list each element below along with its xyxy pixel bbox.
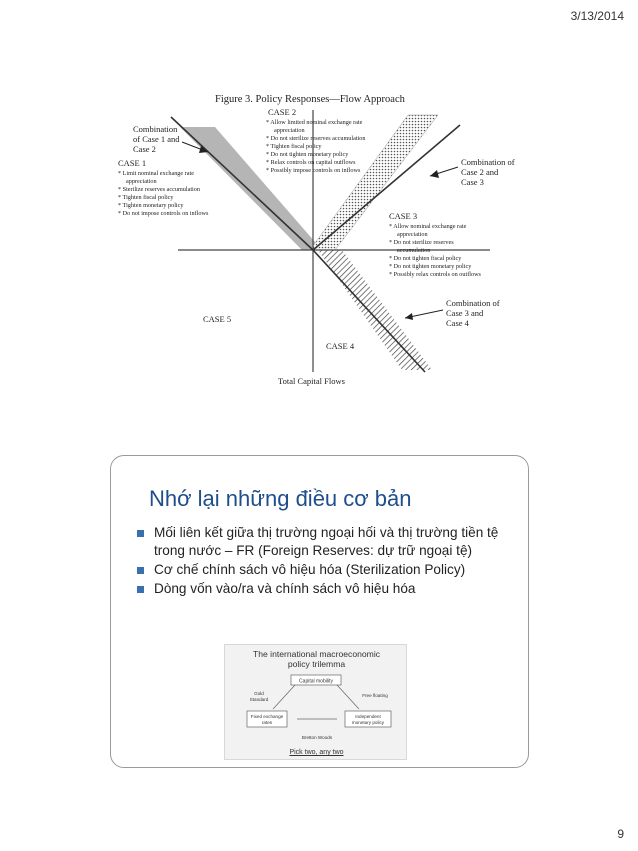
axis-label: Total Capital Flows — [278, 376, 345, 386]
combo34-line: Case 4 — [446, 318, 469, 328]
case1-item: * Tighten monetary policy — [118, 202, 184, 209]
policy-response-figure — [0, 0, 638, 400]
case1-item: * Tighten fiscal policy — [118, 194, 174, 201]
case3-label: CASE 3 — [389, 211, 418, 221]
combo12-line: of Case 1 and — [133, 134, 180, 144]
case5-label: CASE 5 — [203, 314, 232, 324]
case1-item: appreciation — [126, 178, 157, 185]
combo12-line: Case 2 — [133, 144, 156, 154]
combo34-line: Combination of — [446, 298, 500, 308]
slide-panel — [110, 455, 529, 768]
case3-item: accumulation — [397, 247, 431, 254]
bullet-item — [137, 580, 517, 598]
case3-item: * Allow nominal exchange rate — [389, 223, 467, 230]
case2-item: * Possibly impose controls on inflows — [266, 167, 361, 174]
case4-label: CASE 4 — [326, 341, 355, 351]
case3-item: * Possibly relax controls on outflows — [389, 271, 481, 278]
combo-1-2-label — [133, 124, 180, 154]
arrowhead-combo34 — [405, 313, 413, 320]
trilemma-title-line: policy trilemma — [287, 659, 346, 669]
case2-item: * Relax controls on capital outflows — [266, 159, 356, 166]
combo-2-3-label — [461, 157, 515, 187]
trilemma-diagram — [224, 644, 407, 760]
bullet-text: Cơ chế chính sách vô hiệu hóa (Sterilization Policy) — [154, 562, 466, 577]
edge-right — [337, 685, 359, 709]
bullet-item — [137, 561, 517, 579]
case3-item: appreciation — [397, 231, 428, 238]
case3-line — [313, 125, 460, 250]
figure-title: Figure 3. Policy Responses—Flow Approach — [215, 94, 405, 105]
bullet-list — [137, 524, 517, 599]
bullet-text: Dòng vốn vào/ra và chính sách vô hiệu hóa — [154, 581, 416, 596]
combo23-line: Combination of — [461, 157, 515, 167]
gold-standard-label: Standard — [249, 697, 269, 702]
slide-title: Nhớ lại những điều cơ bản — [149, 486, 412, 511]
trilemma-drawing — [225, 645, 408, 761]
independent-policy-label: monetary policy — [351, 720, 385, 725]
bullet-icon — [137, 530, 144, 537]
case2-item: * Do not tighten monetary policy — [266, 151, 349, 158]
bretton-woods-label: Bretton Woods — [301, 735, 333, 740]
case1-item: * Sterilize reserves accumulation — [118, 186, 200, 193]
figure-drawing — [0, 0, 638, 400]
case3-item: * Do not sterilize reserves — [389, 239, 454, 246]
combo23-line: Case 2 and — [461, 167, 499, 177]
case3-item: * Do not tighten fiscal policy — [389, 255, 462, 262]
gold-standard-label: Gold — [254, 691, 264, 696]
case2-item: * Do not sterilize reserves accumulation — [266, 135, 366, 142]
free-floating-label: Free floating — [362, 693, 388, 698]
combo34-line: Case 3 and — [446, 308, 484, 318]
bullet-icon — [137, 586, 144, 593]
independent-policy-label: Independent — [355, 714, 381, 719]
fixed-rates-label: rates — [261, 720, 273, 725]
case2-label: CASE 2 — [268, 107, 297, 117]
case1-label: CASE 1 — [118, 158, 147, 168]
case1-item: * Limit nominal exchange rate — [118, 170, 194, 177]
case2-list — [266, 119, 365, 174]
slide-date: 3/13/2014 — [570, 9, 624, 23]
capital-mobility-label: Capital mobility — [299, 678, 333, 685]
trilemma-footer: Pick two, any two — [289, 749, 344, 756]
combo12-line: Combination — [133, 124, 178, 134]
case2-item: * Tighten fiscal policy — [266, 143, 322, 150]
case2-item: appreciation — [274, 127, 305, 134]
case2-item: * Allow limited nominal exchange rate — [266, 119, 363, 126]
combo23-line: Case 3 — [461, 177, 484, 187]
fixed-rates-label: Fixed exchange — [250, 714, 284, 719]
bullet-item — [137, 524, 517, 560]
page-number: 9 — [617, 827, 624, 841]
case1-item: * Do not impose controls on inflows — [118, 210, 209, 217]
arrowhead-combo23 — [430, 170, 439, 178]
combo-3-4-label — [446, 298, 500, 328]
edge-left — [273, 685, 295, 709]
case1-list — [118, 170, 209, 217]
bullet-icon — [137, 567, 144, 574]
case3-item: * Do not tighten monetary policy — [389, 263, 472, 270]
bullet-text: Mối liên kết giữa thị trường ngoại hối và thị trường tiền tệ trong nước – FR (Foreign Reserves: dự trữ ngoại tệ) — [154, 525, 499, 558]
trilemma-title-line: The international macroeconomic — [252, 649, 381, 659]
